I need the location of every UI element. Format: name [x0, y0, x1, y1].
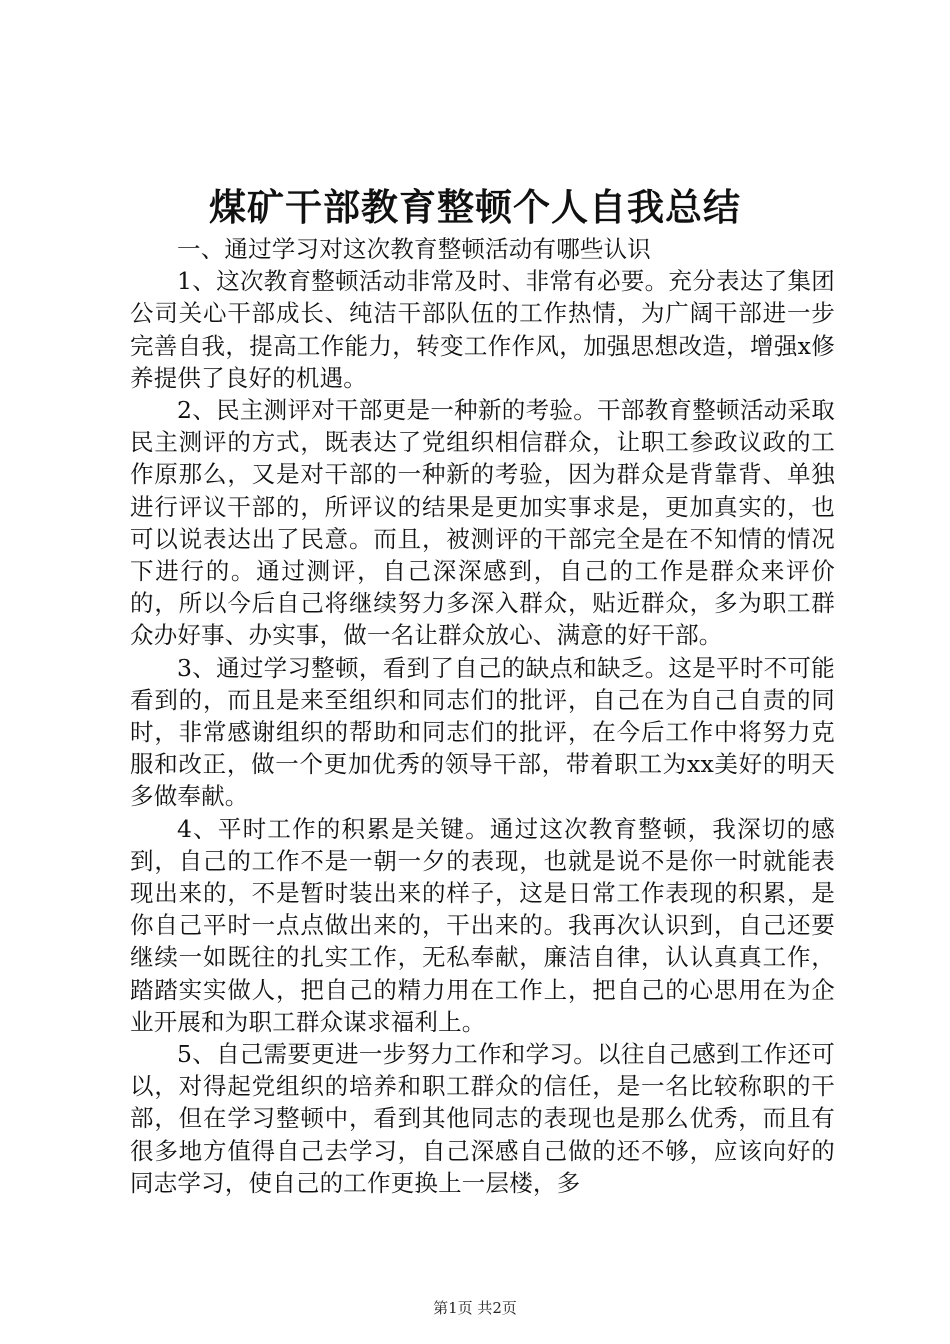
- paragraph-1: 1、这次教育整顿活动非常及时、非常有必要。充分表达了集团公司关心干部成长、纯洁干部队伍的工作热情，为广阔干部进一步完善自我，提高工作能力，转变工作作风，加强思想改造，增强x修养提供了良好的机遇。: [130, 267, 835, 392]
- document-title: 煤矿干部教育整顿个人自我总结: [209, 186, 741, 229]
- paragraph-heading: 一、通过学习对这次教育整顿活动有哪些认识: [177, 235, 651, 263]
- document-body: [130, 233, 835, 1199]
- paragraph-4: 4、平时工作的积累是关键。通过这次教育整顿，我深切的感到，自己的工作不是一朝一夕的表现，也就是说不是你一时就能表现出来的，不是暂时装出来的样子，这是日常工作表现的积累，是你自己平时一点点做出来的，干出来的。我再次认识到，自己还要继续一如既往的扎实工作，无私奉献，廉洁自律，认认真真工作，踏踏实实做人，把自己的精力用在工作上，把自己的心思用在为企业开展和为职工群众谋求福利上。: [130, 814, 835, 1036]
- paragraph-5: 5、自己需要更进一步努力工作和学习。以往自己感到工作还可以，对得起党组织的培养和职工群众的信任，是一名比较称职的干部，但在学习整顿中，看到其他同志的表现也是那么优秀，而且有很多地方值得自己去学习，自己深感自己做的还不够，应该向好的同志学习，使自己的工作更换上一层楼，多: [130, 1040, 835, 1197]
- paragraph-2: 2、民主测评对干部更是一种新的考验。干部教育整顿活动采取民主测评的方式，既表达了党组织相信群众，让职工参政议政的工作原那么，又是对干部的一种新的考验，因为群众是背靠背、单独进行评议干部的，所评议的结果是更加实事求是，更加真实的，也可以说表达出了民意。而且，被测评的干部完全是在不知情的情况下进行的。通过测评，自己深深感到，自己的工作是群众来评价的，所以今后自己将继续努力多深入群众，贴近群众，多为职工群众办好事、办实事，做一名让群众放心、满意的好干部。: [130, 396, 835, 650]
- page-footer: 第1页 共2页: [433, 1299, 517, 1317]
- paragraph-3: 3、通过学习整顿，看到了自己的缺点和缺乏。这是平时不可能看到的，而且是来至组织和同志们的批评，自己在为自己自责的同时，非常感谢组织的帮助和同志们的批评，在今后工作中将努力克服和改正，做一个更加优秀的领导干部，带着职工为xx美好的明天多做奉献。: [130, 653, 835, 811]
